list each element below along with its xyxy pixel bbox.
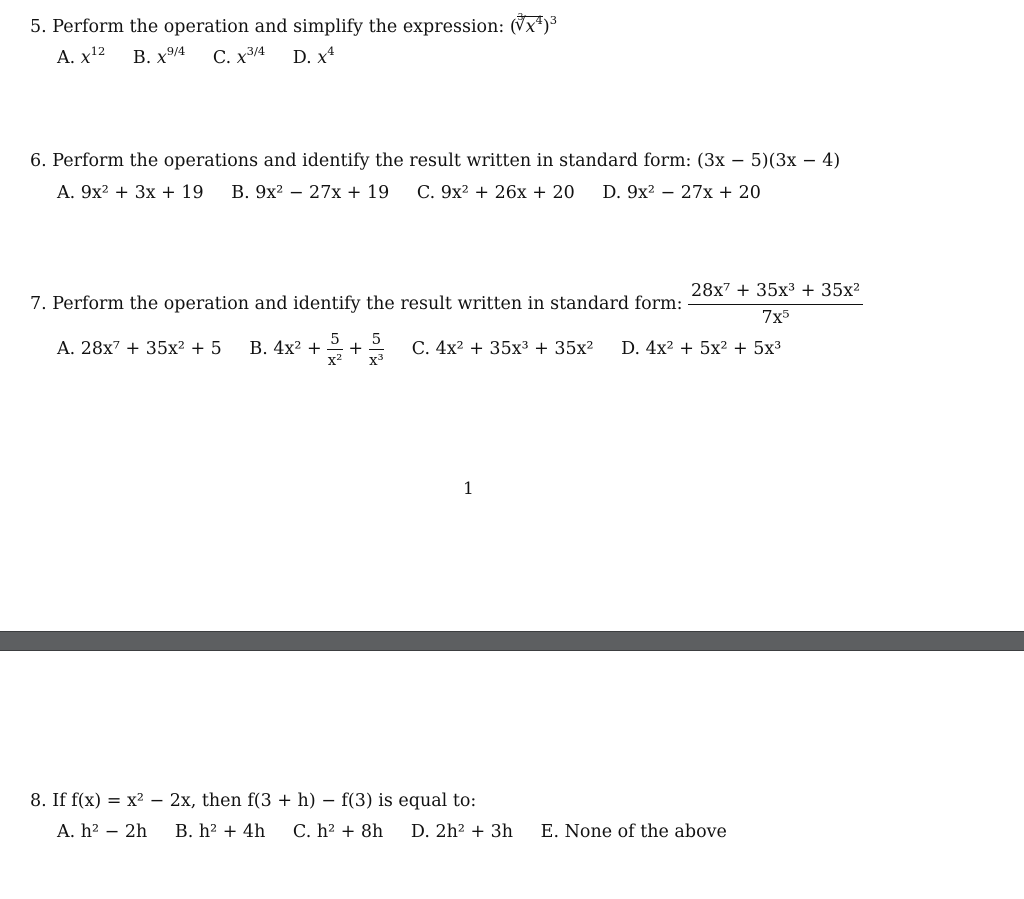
option-b-fraction-2: $\frac{5}{\text{x³}}$ <box>369 330 384 369</box>
option-a[interactable]: A. h² − 2h <box>57 822 148 842</box>
fraction-denominator: 7x⁵ <box>761 308 790 328</box>
question-5-options <box>57 44 357 68</box>
question-8 <box>30 791 476 811</box>
question-5 <box>30 13 558 37</box>
question-number: 7. <box>30 294 47 314</box>
option-c[interactable]: C. $x^{3/4}$ <box>212 44 266 68</box>
option-c[interactable]: C. h² + 8h <box>292 822 384 842</box>
question-text: Perform the operation and identify the result written in standard form: <box>52 294 683 314</box>
question-number: 5. <box>30 17 47 37</box>
question-7 <box>30 281 863 328</box>
option-e[interactable]: E. None of the above <box>540 822 727 842</box>
document-page-2 <box>0 651 1024 899</box>
question-expression: ( 3 √ $x^4)^3$ <box>510 17 557 37</box>
question-number: 8. <box>30 791 47 811</box>
question-8-options <box>57 822 749 842</box>
option-b[interactable]: B. 9x² − 27x + 19 <box>231 183 390 203</box>
question-7-options <box>57 330 803 369</box>
question-number: 6. <box>30 151 47 171</box>
option-a[interactable]: A. 9x² + 3x + 19 <box>57 183 204 203</box>
option-a[interactable]: A. 28x⁷ + 35x² + 5 <box>57 339 222 359</box>
question-fraction <box>688 281 863 328</box>
option-c[interactable]: C. 9x² + 26x + 20 <box>416 183 575 203</box>
option-b[interactable]: B. 4x² + $\frac{5}{\text{x²}}$ + $\frac{5}{\text{x³}}$ <box>249 330 384 369</box>
option-b[interactable]: B. $x^{9/4}$ <box>132 44 186 68</box>
page-number: 1 <box>463 479 474 499</box>
option-d[interactable]: D. 4x² + 5x² + 5x³ <box>621 339 782 359</box>
question-text: If f(x) = x² − 2x, then f(3 + h) − f(3) is equal to: <box>52 791 477 811</box>
option-b-fraction-1: $\frac{5}{\text{x²}}$ <box>327 330 343 369</box>
page-separator <box>0 631 1024 651</box>
option-a[interactable]: A. $x^{12}$ <box>57 44 106 68</box>
question-expression: (3x − 5)(3x − 4) <box>697 151 841 171</box>
option-d[interactable]: D. $x^4$ <box>292 44 335 68</box>
question-text: Perform the operation and simplify the expression: <box>52 17 505 37</box>
question-6 <box>30 151 840 171</box>
question-text: Perform the operations and identify the result written in standard form: <box>52 151 692 171</box>
option-c[interactable]: C. 4x² + 35x³ + 35x² <box>411 339 594 359</box>
option-b[interactable]: B. h² + 4h <box>174 822 266 842</box>
fraction-numerator: 28x⁷ + 35x³ + 35x² <box>688 281 863 305</box>
question-6-options <box>57 183 783 203</box>
option-d[interactable]: D. 9x² − 27x + 20 <box>602 183 761 203</box>
option-d[interactable]: D. 2h² + 3h <box>410 822 514 842</box>
